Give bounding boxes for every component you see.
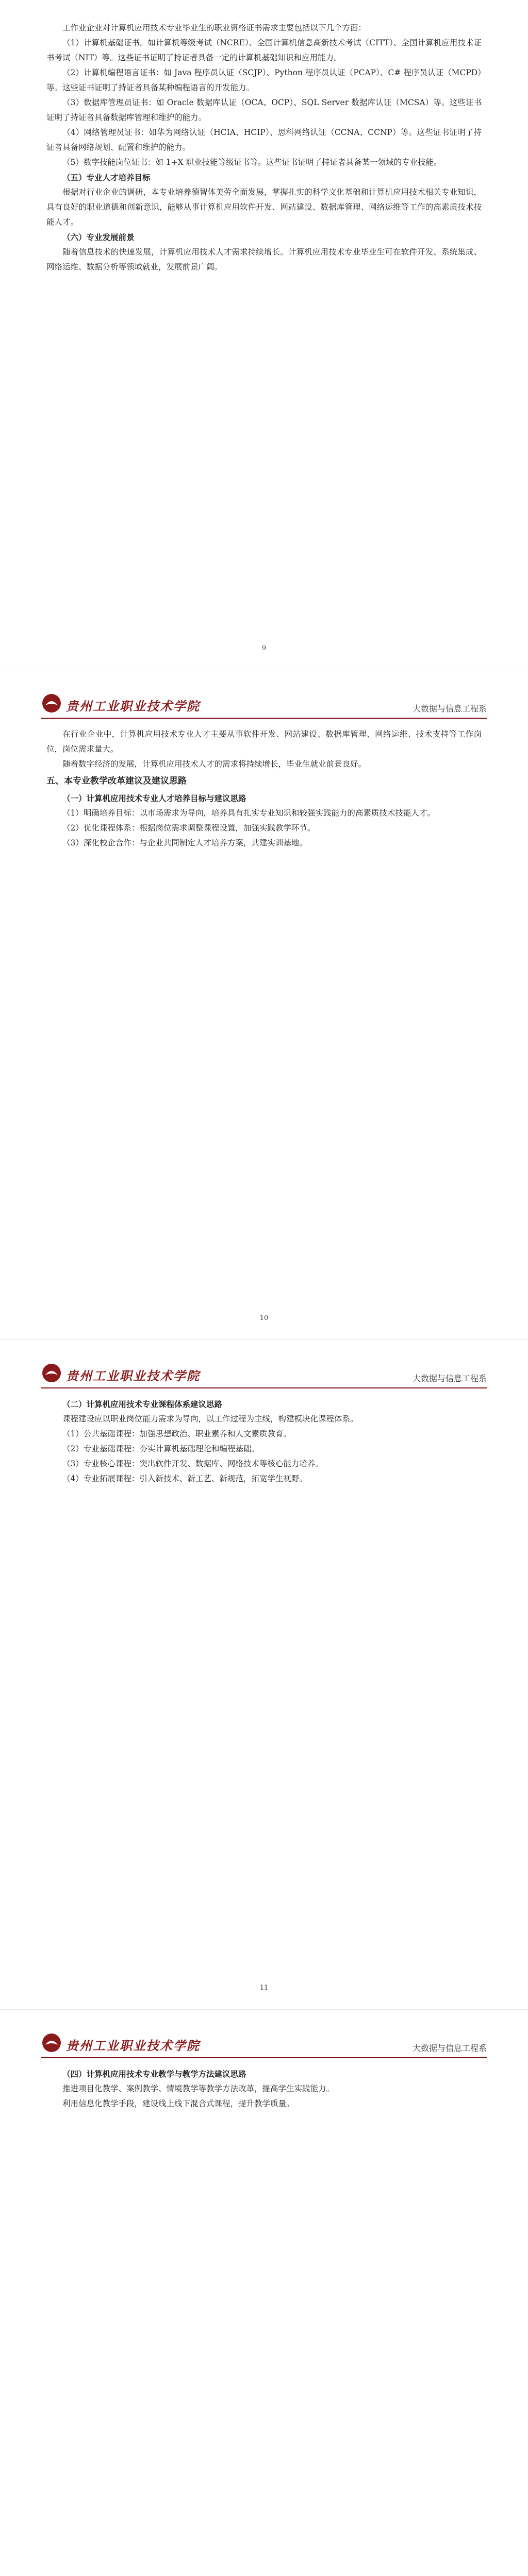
paragraph: 课程建设应以职业岗位能力需求为导向，以工作过程为主线，构建模块化课程体系。: [62, 1414, 358, 1423]
page-2: [0, 670, 528, 1340]
page-3-content: [46, 1397, 482, 1486]
school-logo-icon: [41, 693, 62, 714]
school-name: 贵州工业职业技术学院: [66, 1368, 200, 1383]
paragraph: （2）专业基础课程：夯实计算机基础理论和编程基础。: [62, 1444, 259, 1453]
section-heading: 五、本专业教学改革建议及建议思路: [46, 776, 187, 786]
school-name: 贵州工业职业技术学院: [66, 699, 200, 714]
department-name: 大数据与信息工程系: [412, 1374, 487, 1383]
paragraph: （4）专业拓展课程：引入新技术、新工艺、新规范，拓宽学生视野。: [62, 1474, 307, 1483]
subsection-heading: （一）计算机应用技术专业人才培养目标与建议思路: [62, 793, 246, 803]
paragraph: （2）计算机编程语言证书：如 Java 程序员认证（SCJP）、Python 程序员认证（PCAP）、C# 程序员认证（MCPD）等。这些证书证明了持证者具备某种编程语言的开发能力。: [46, 68, 482, 92]
section-heading: （六）专业发展前景: [62, 232, 135, 242]
paragraph: 随着信息技术的快速发展，计算机应用技术人才需求持续增长。计算机应用技术专业毕业生可在软件开发、系统集成、网络运维、数据分析等领域就业，发展前景广阔。: [46, 247, 482, 272]
paragraph: （4）网络管理员证书：如华为网络认证（HCIA、HCIP）、思科网络认证（CCNA、CCNP）等。这些证书证明了持证者具备网络规划、配置和维护的能力。: [46, 128, 482, 152]
subsection-heading: （四）计算机应用技术专业教学与教学方法建议思路: [62, 2069, 246, 2079]
paragraph: （1）明确培养目标：以市场需求为导向，培养具有扎实专业知识和较强实践能力的高素质技术技能人才。: [62, 808, 435, 818]
page-1: [0, 0, 528, 670]
paragraph: （3）专业核心课程：突出软件开发、数据库、网络技术等核心能力培养。: [62, 1459, 323, 1468]
subsection-heading: （二）计算机应用技术专业课程体系建议思路: [62, 1399, 223, 1409]
school-name: 贵州工业职业技术学院: [66, 2038, 200, 2053]
page-3: [0, 1340, 528, 2009]
school-logo-icon: [41, 2032, 62, 2053]
page-header: [41, 691, 487, 719]
paragraph: 利用信息化教学手段，建设线上线下混合式课程，提升教学质量。: [62, 2099, 294, 2108]
paragraph: 随着数字经济的发展，计算机应用技术人才的需求将持续增长，毕业生就业前景良好。: [62, 759, 367, 769]
page-4-content: [46, 2066, 482, 2111]
paragraph: （5）数字技能岗位证书：如 1+X 职业技能等级证书等。这些证书证明了持证者具备某一领域的专业技能。: [62, 158, 442, 167]
page-number: 11: [259, 1984, 269, 1992]
page-number: 10: [259, 1314, 269, 1322]
page-2-content: [46, 727, 482, 851]
paragraph: （2）优化课程体系：根据岗位需求调整课程设置，加强实践教学环节。: [62, 823, 316, 833]
paragraph: （1）公共基础课程：加强思想政治、职业素养和人文素质教育。: [62, 1429, 291, 1438]
paragraph: 根据对行业企业的调研，本专业培养德智体美劳全面发展，掌握扎实的科学文化基础和计算机应用技术相关专业知识，具有良好的职业道德和创新意识，能够从事计算机应用软件开发、网站建设、数据库管理、网络运维等工作的高素质技术技能人才。: [46, 188, 482, 227]
paragraph: 工作业企业对计算机应用技术专业毕业生的职业资格证书需求主要包括以下几个方面：: [62, 23, 367, 32]
paragraph: （3）数据库管理员证书：如 Oracle 数据库认证（OCA、OCP）、SQL Server 数据库认证（MCSA）等。这些证书证明了持证者具备数据库管理和维护的能力。: [46, 98, 482, 122]
paragraph: （3）深化校企合作：与企业共同制定人才培养方案，共建实训基地。: [62, 838, 307, 848]
paragraph: 推进项目化教学、案例教学、情境教学等教学方法改革，提高学生实践能力。: [62, 2084, 335, 2093]
department-name: 大数据与信息工程系: [412, 704, 487, 714]
paragraph: 在行业企业中，计算机应用技术专业人才主要从事软件开发、网站建设、数据库管理、网络运维、技术支持等工作岗位，岗位需求量大。: [46, 730, 482, 754]
school-logo-icon: [41, 1363, 62, 1383]
page-header: [41, 1361, 487, 1388]
paragraph: （1）计算机基础证书。如计算机等级考试（NCRE）、全国计算机信息高新技术考试（CITT）、全国计算机应用技术证书考试（NIT）等。这些证书证明了持证者具备一定的计算机基础知识和应用能力。: [46, 38, 482, 62]
page-header: [41, 2030, 487, 2058]
page-number: 9: [261, 645, 267, 652]
page-4: [0, 2009, 528, 2576]
page-1-content: [46, 21, 482, 275]
section-heading: （五）专业人才培养目标: [62, 173, 151, 182]
department-name: 大数据与信息工程系: [412, 2043, 487, 2053]
